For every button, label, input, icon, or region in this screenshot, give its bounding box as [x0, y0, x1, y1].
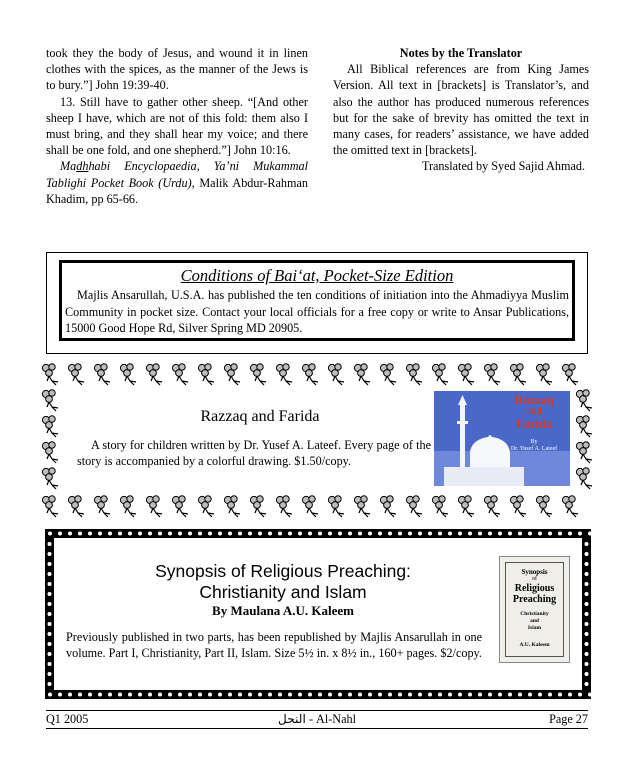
- border-dot: [48, 572, 52, 576]
- border-dot: [158, 693, 162, 697]
- balloon-ornament: [354, 364, 370, 385]
- footer-issue: Q1 2005: [46, 712, 89, 726]
- cover-by: By: [530, 439, 538, 445]
- border-dot: [88, 532, 92, 536]
- balloon-ornament: [576, 390, 592, 411]
- border-dot: [585, 672, 589, 676]
- cover2-sub2: and: [530, 618, 539, 624]
- balloon-ornament: [224, 364, 240, 385]
- border-dot: [438, 532, 442, 536]
- border-dot: [438, 693, 442, 697]
- balloon-ornament: [380, 364, 396, 385]
- balloon-ornament: [328, 496, 344, 517]
- synopsis-body: Previously published in two parts, has been republished by Majlis Ansarullah in one volume. Part I, Christianity, Part II, Islam. Size 5½ in. x 8½ in., 160+ pages. $2/copy.: [66, 630, 482, 661]
- balloon-ornament: [198, 496, 214, 517]
- border-dot: [468, 693, 472, 697]
- balloon-ornament: [42, 442, 58, 463]
- border-dot: [538, 693, 542, 697]
- border-dot: [478, 693, 482, 697]
- border-dot: [458, 532, 462, 536]
- border-dot: [585, 562, 589, 566]
- border-dot: [558, 532, 562, 536]
- reference-author: Malik Abdur-Rahman Khadim, pp 65-66.: [46, 175, 308, 206]
- border-dot: [238, 693, 242, 697]
- border-dot: [378, 693, 382, 697]
- border-dot: [178, 693, 182, 697]
- cover-title: [500, 394, 568, 430]
- border-dot: [228, 532, 232, 536]
- border-dot: [48, 562, 52, 566]
- balloon-ornament: [562, 496, 578, 517]
- balloon-ornament: [172, 496, 188, 517]
- border-dot: [48, 582, 52, 586]
- border-dot: [588, 532, 591, 536]
- border-dot: [298, 532, 302, 536]
- border-dot: [298, 693, 302, 697]
- border-dot: [528, 532, 532, 536]
- border-dot: [428, 693, 432, 697]
- balloon-ornament: [576, 442, 592, 463]
- razzaq-title: Razzaq and Farida: [200, 408, 320, 425]
- border-dot: [288, 532, 292, 536]
- balloon-ornament: [42, 468, 58, 489]
- razzaq-cover-image: [434, 391, 570, 486]
- border-dot: [308, 532, 312, 536]
- border-dot: [48, 672, 52, 676]
- balloon-ornament: [68, 364, 84, 385]
- border-dot: [498, 532, 502, 536]
- border-dot: [508, 693, 512, 697]
- border-dot: [268, 693, 272, 697]
- border-dot: [248, 693, 252, 697]
- border-dot: [585, 682, 589, 686]
- border-dot: [338, 532, 342, 536]
- balloon-ornament: [276, 364, 292, 385]
- border-dot: [408, 532, 412, 536]
- notes-body: All Biblical references are from King James Version. All text in [brackets] is Translator’s, and also the author has produced numerous references but for the sake of brevity has omitted the text in many cases, for readers’ assistance, we have added the omitted text in [brackets].: [333, 62, 589, 158]
- balloon-ornament: [406, 364, 422, 385]
- border-dot: [188, 693, 192, 697]
- translator-credit: Translated by Syed Sajid Ahmad.: [421, 159, 585, 174]
- border-dot: [585, 542, 589, 546]
- border-dot: [378, 532, 382, 536]
- cover-byline: [500, 439, 568, 453]
- balloon-ornament: [302, 496, 318, 517]
- border-dot: [348, 532, 352, 536]
- balloon-ornament: [484, 496, 500, 517]
- synopsis-title: [133, 561, 433, 603]
- border-dot: [578, 532, 582, 536]
- balloon-ornament: [276, 496, 292, 517]
- balloon-ornament: [224, 496, 240, 517]
- border-dot: [118, 693, 122, 697]
- left-column: [46, 45, 308, 207]
- border-dot: [548, 693, 552, 697]
- border-dot: [398, 532, 402, 536]
- border-dot: [128, 693, 132, 697]
- border-dot: [585, 612, 589, 616]
- border-dot: [585, 632, 589, 636]
- border-dot: [48, 542, 52, 546]
- border-dot: [48, 622, 52, 626]
- balloon-ornament: [576, 468, 592, 489]
- balloon-ornament: [510, 496, 526, 517]
- border-dot: [318, 693, 322, 697]
- balloon-ornament: [68, 496, 84, 517]
- border-dot: [458, 693, 462, 697]
- border-dot: [548, 532, 552, 536]
- footer-publication: النحل - Al-Nahl: [278, 712, 356, 726]
- synopsis-title-line1: Synopsis of Religious Preaching:: [155, 561, 411, 581]
- border-dot: [328, 693, 332, 697]
- balloon-ornament: [380, 496, 396, 517]
- border-dot: [518, 532, 522, 536]
- border-dot: [268, 532, 272, 536]
- border-dot: [278, 693, 282, 697]
- footer-page-number: Page 27: [549, 712, 588, 726]
- border-dot: [188, 532, 192, 536]
- border-dot: [208, 532, 212, 536]
- border-dot: [48, 642, 52, 646]
- border-dot: [318, 532, 322, 536]
- border-dot: [98, 532, 102, 536]
- border-dot: [408, 693, 412, 697]
- balloon-ornament: [120, 496, 136, 517]
- balloon-ornament: [146, 364, 162, 385]
- reference-ma: Ma: [60, 159, 77, 174]
- cover2-big2: Preaching: [512, 594, 557, 605]
- border-dot: [48, 682, 52, 686]
- synopsis-title-line2: Christianity and Islam: [199, 582, 367, 602]
- border-dot: [585, 592, 589, 596]
- border-dot: [308, 693, 312, 697]
- border-dot: [588, 693, 591, 697]
- conditions-box-inner: [59, 260, 575, 341]
- balloon-ornament: [432, 364, 448, 385]
- cover2-sub3: Islam: [527, 625, 542, 631]
- synopsis-cover-image: [499, 556, 570, 663]
- border-dot: [398, 693, 402, 697]
- border-dot: [585, 662, 589, 666]
- border-dot: [48, 592, 52, 596]
- border-dot: [585, 602, 589, 606]
- border-dot: [128, 532, 132, 536]
- border-dot: [528, 693, 532, 697]
- balloon-ornament: [42, 416, 58, 437]
- balloon-ornament: [406, 496, 422, 517]
- border-dot: [228, 693, 232, 697]
- border-dot: [538, 532, 542, 536]
- border-dot: [48, 662, 52, 666]
- border-dot: [388, 693, 392, 697]
- border-dot: [585, 652, 589, 656]
- border-dot: [148, 693, 152, 697]
- balloon-ornament: [458, 364, 474, 385]
- border-dot: [178, 532, 182, 536]
- cover2-author: A.U. Kaleem: [519, 642, 550, 648]
- border-dot: [508, 532, 512, 536]
- border-dot: [168, 532, 172, 536]
- cover2-sub1: Christianity: [520, 611, 549, 617]
- page-footer: [46, 710, 588, 729]
- scripture-paragraph-1: took they the body of Jesus, and wound it in linen clothes with the spices, as the manner of the Jews is to bury.”] John 19:39-40.: [46, 46, 308, 93]
- border-dot: [48, 632, 52, 636]
- balloon-ornament: [510, 364, 526, 385]
- balloon-ornament: [42, 364, 58, 385]
- balloon-ornament: [302, 364, 318, 385]
- border-dot: [488, 532, 492, 536]
- border-dot: [48, 552, 52, 556]
- balloon-ornament: [536, 496, 552, 517]
- border-dot: [48, 612, 52, 616]
- border-dot: [78, 693, 82, 697]
- border-dot: [585, 582, 589, 586]
- border-dot: [258, 693, 262, 697]
- scripture-paragraph-2: 13. Still have to gather other sheep. “[And other sheep I have, which are not of this fold: them also I must bring, and they shall hear my voice; and there shall be one fold, and one shepherd.”] John 10:16.: [46, 94, 308, 158]
- synopsis-cover-frame: [505, 562, 564, 657]
- balloon-ornament: [94, 364, 110, 385]
- border-dot: [148, 532, 152, 536]
- border-dot: [88, 693, 92, 697]
- border-dot: [448, 693, 452, 697]
- right-column: [333, 45, 589, 175]
- border-dot: [558, 693, 562, 697]
- balloon-ornament: [250, 364, 266, 385]
- conditions-body: Majlis Ansarullah, U.S.A. has published the ten conditions of initiation into the Ahmadiyya Muslim Community in pocket size. Contact your local officials for a free copy or write to Ansar Publications, 15000 Good Hope Rd, Silver Spring MD 20905.: [65, 288, 569, 335]
- cover-title-line3: Farida: [515, 417, 553, 431]
- border-dot: [348, 693, 352, 697]
- balloon-ornament: [536, 364, 552, 385]
- border-dot: [428, 532, 432, 536]
- border-dot: [278, 532, 282, 536]
- balloon-ornament: [458, 496, 474, 517]
- balloon-ornament: [198, 364, 214, 385]
- border-dot: [108, 532, 112, 536]
- balloon-ornament: [562, 364, 578, 385]
- border-dot: [585, 572, 589, 576]
- balloon-ornament: [354, 496, 370, 517]
- conditions-title: Conditions of Bai‘at, Pocket-Size Edition: [180, 266, 454, 285]
- border-dot: [118, 532, 122, 536]
- border-dot: [448, 532, 452, 536]
- border-dot: [368, 693, 372, 697]
- balloon-ornament: [328, 364, 344, 385]
- border-dot: [338, 693, 342, 697]
- balloon-ornament: [250, 496, 266, 517]
- reference-title: habi Encyclopaedia, Ya’ni Mukammal Tablighi Pocket Book (Urdu),: [46, 159, 308, 190]
- border-dot: [168, 693, 172, 697]
- border-dot: [358, 693, 362, 697]
- border-dot: [498, 693, 502, 697]
- border-dot: [158, 532, 162, 536]
- balloon-ornament: [432, 496, 448, 517]
- border-dot: [208, 693, 212, 697]
- border-dot: [248, 532, 252, 536]
- cover-title-line1: Razzaq: [514, 393, 554, 407]
- cover-title-line2: and: [525, 406, 543, 417]
- synopsis-author: By Maulana A.U. Kaleem: [212, 603, 354, 618]
- border-dot: [98, 693, 102, 697]
- border-dot: [568, 693, 572, 697]
- cover-author: Dr. Yusef A. Lateef: [510, 446, 558, 452]
- reference-dh: dh: [76, 159, 89, 174]
- border-dot: [48, 532, 52, 536]
- border-dot: [488, 693, 492, 697]
- border-dot: [468, 532, 472, 536]
- border-dot: [218, 693, 222, 697]
- border-dot: [138, 532, 142, 536]
- notes-title: Notes by the Translator: [399, 46, 523, 60]
- border-dot: [585, 622, 589, 626]
- border-dot: [58, 693, 62, 697]
- border-dot: [48, 602, 52, 606]
- border-dot: [388, 532, 392, 536]
- border-dot: [585, 552, 589, 556]
- cover2-small1: Synopsis: [521, 568, 548, 576]
- reference-citation: [46, 158, 308, 207]
- border-dot: [578, 693, 582, 697]
- razzaq-body: A story for children written by Dr. Yusef A. Lateef. Every page of the story is accompanied by a colorful drawing. $1.50/copy.: [77, 438, 431, 469]
- border-dot: [198, 532, 202, 536]
- border-dot: [48, 693, 52, 697]
- cover2-big1: Religious: [514, 583, 555, 594]
- balloon-ornament: [42, 390, 58, 411]
- balloon-ornament: [484, 364, 500, 385]
- border-dot: [198, 693, 202, 697]
- border-dot: [328, 532, 332, 536]
- border-dot: [78, 532, 82, 536]
- border-dot: [358, 532, 362, 536]
- border-dot: [568, 532, 572, 536]
- cover2-small2: of: [532, 576, 537, 582]
- border-dot: [68, 693, 72, 697]
- border-dot: [368, 532, 372, 536]
- balloon-ornament: [94, 496, 110, 517]
- border-dot: [418, 693, 422, 697]
- balloon-ornament: [576, 416, 592, 437]
- border-dot: [288, 693, 292, 697]
- balloon-ornament: [172, 364, 188, 385]
- border-dot: [478, 532, 482, 536]
- border-dot: [418, 532, 422, 536]
- border-dot: [518, 693, 522, 697]
- conditions-box: [46, 252, 588, 354]
- border-dot: [218, 532, 222, 536]
- border-dot: [585, 642, 589, 646]
- border-dot: [108, 693, 112, 697]
- balloon-ornament: [120, 364, 136, 385]
- border-dot: [238, 532, 242, 536]
- border-dot: [58, 532, 62, 536]
- border-dot: [138, 693, 142, 697]
- border-dot: [68, 532, 72, 536]
- balloon-ornament: [42, 496, 58, 517]
- border-dot: [258, 532, 262, 536]
- balloon-ornament: [146, 496, 162, 517]
- border-dot: [48, 652, 52, 656]
